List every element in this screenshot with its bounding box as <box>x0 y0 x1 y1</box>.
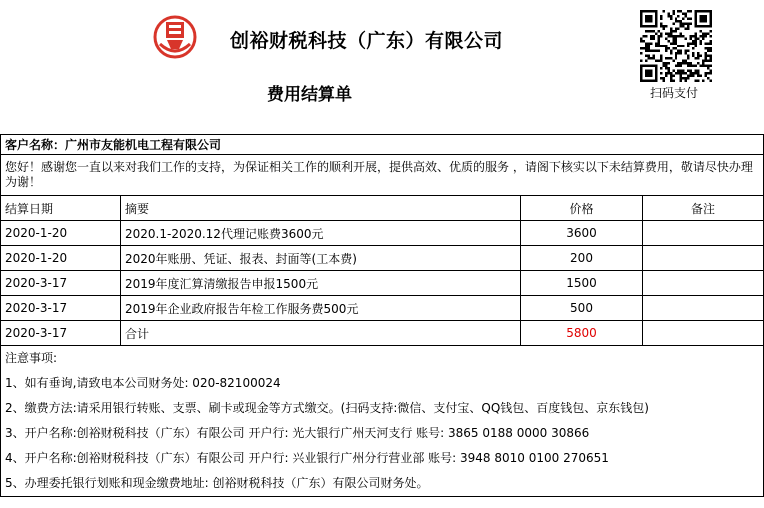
row-summary: 2019年企业政府报告年检工作服务费500元 <box>121 296 521 321</box>
total-date: 2020-3-17 <box>1 321 121 346</box>
header-price: 价格 <box>521 196 643 221</box>
greeting-text: 您好！感谢您一直以来对我们工作的支持，为保证相关工作的顺利开展，提供高效、优质的服务 ，请阁下核实以下未结算费用，敬请尽快办理为谢！ <box>1 155 764 196</box>
row-summary: 2020.1-2020.12代理记账费3600元 <box>121 221 521 246</box>
note-item: 4、开户名称:创裕财税科技（广东）有限公司 开户行: 兴业银行广州分行营业部 账号: 3948 8010 0100 270651 <box>5 451 609 465</box>
table-header-row <box>1 196 764 221</box>
row-price: 3600 <box>521 221 643 246</box>
row-price: 1500 <box>521 271 643 296</box>
row-summary: 2020年账册、凭证、报表、封面等(工本费) <box>121 246 521 271</box>
row-price: 500 <box>521 296 643 321</box>
header-date: 结算日期 <box>1 196 121 221</box>
note-item: 1、如有垂询,请致电本公司财务处: 020-82100024 <box>5 376 281 390</box>
total-row <box>1 321 764 346</box>
document-title: 费用结算单 <box>267 85 352 105</box>
note-item: 5、办理委托银行划账和现金缴费地址: 创裕财税科技（广东）有限公司财务处。 <box>5 476 429 490</box>
table-row <box>1 221 764 246</box>
row-summary: 2019年度汇算清缴报告申报1500元 <box>121 271 521 296</box>
row-remark <box>643 271 764 296</box>
row-remark <box>643 296 764 321</box>
row-date: 2020-1-20 <box>1 246 121 271</box>
cy-logo-icon <box>152 14 198 60</box>
notes-cell <box>1 346 764 497</box>
row-date: 2020-3-17 <box>1 271 121 296</box>
total-remark <box>643 321 764 346</box>
notes-row <box>1 346 764 497</box>
statement-table <box>0 134 764 497</box>
row-date: 2020-3-17 <box>1 296 121 321</box>
note-item: 2、缴费方法:请采用银行转账、支票、刷卡或现金等方式缴交。(扫码支持:微信、支付宝、QQ钱包、百度钱包、京东钱包) <box>5 401 649 415</box>
company-name: 创裕财税科技（广东）有限公司 <box>230 30 504 52</box>
header-summary: 摘要 <box>121 196 521 221</box>
note-item: 3、开户名称:创裕财税科技（广东）有限公司 开户行: 光大银行广州天河支行 账号: 3865 0188 0000 30866 <box>5 426 590 440</box>
header-remark: 备注 <box>643 196 764 221</box>
row-remark <box>643 246 764 271</box>
qr-code-icon[interactable] <box>640 10 712 82</box>
row-remark <box>643 221 764 246</box>
notes-title: 注意事项: <box>5 351 58 365</box>
customer-cell <box>1 135 764 155</box>
table-row <box>1 296 764 321</box>
customer-row <box>1 135 764 155</box>
customer-name: 广州市友能机电工程有限公司 <box>65 138 222 152</box>
qr-label: 扫码支付 <box>650 86 699 100</box>
row-date: 2020-1-20 <box>1 221 121 246</box>
table-row <box>1 271 764 296</box>
row-price: 200 <box>521 246 643 271</box>
greeting-row <box>1 155 764 196</box>
total-label: 合计 <box>121 321 521 346</box>
total-price: 5800 <box>521 321 643 346</box>
table-row <box>1 246 764 271</box>
customer-label: 客户名称： <box>5 138 66 152</box>
